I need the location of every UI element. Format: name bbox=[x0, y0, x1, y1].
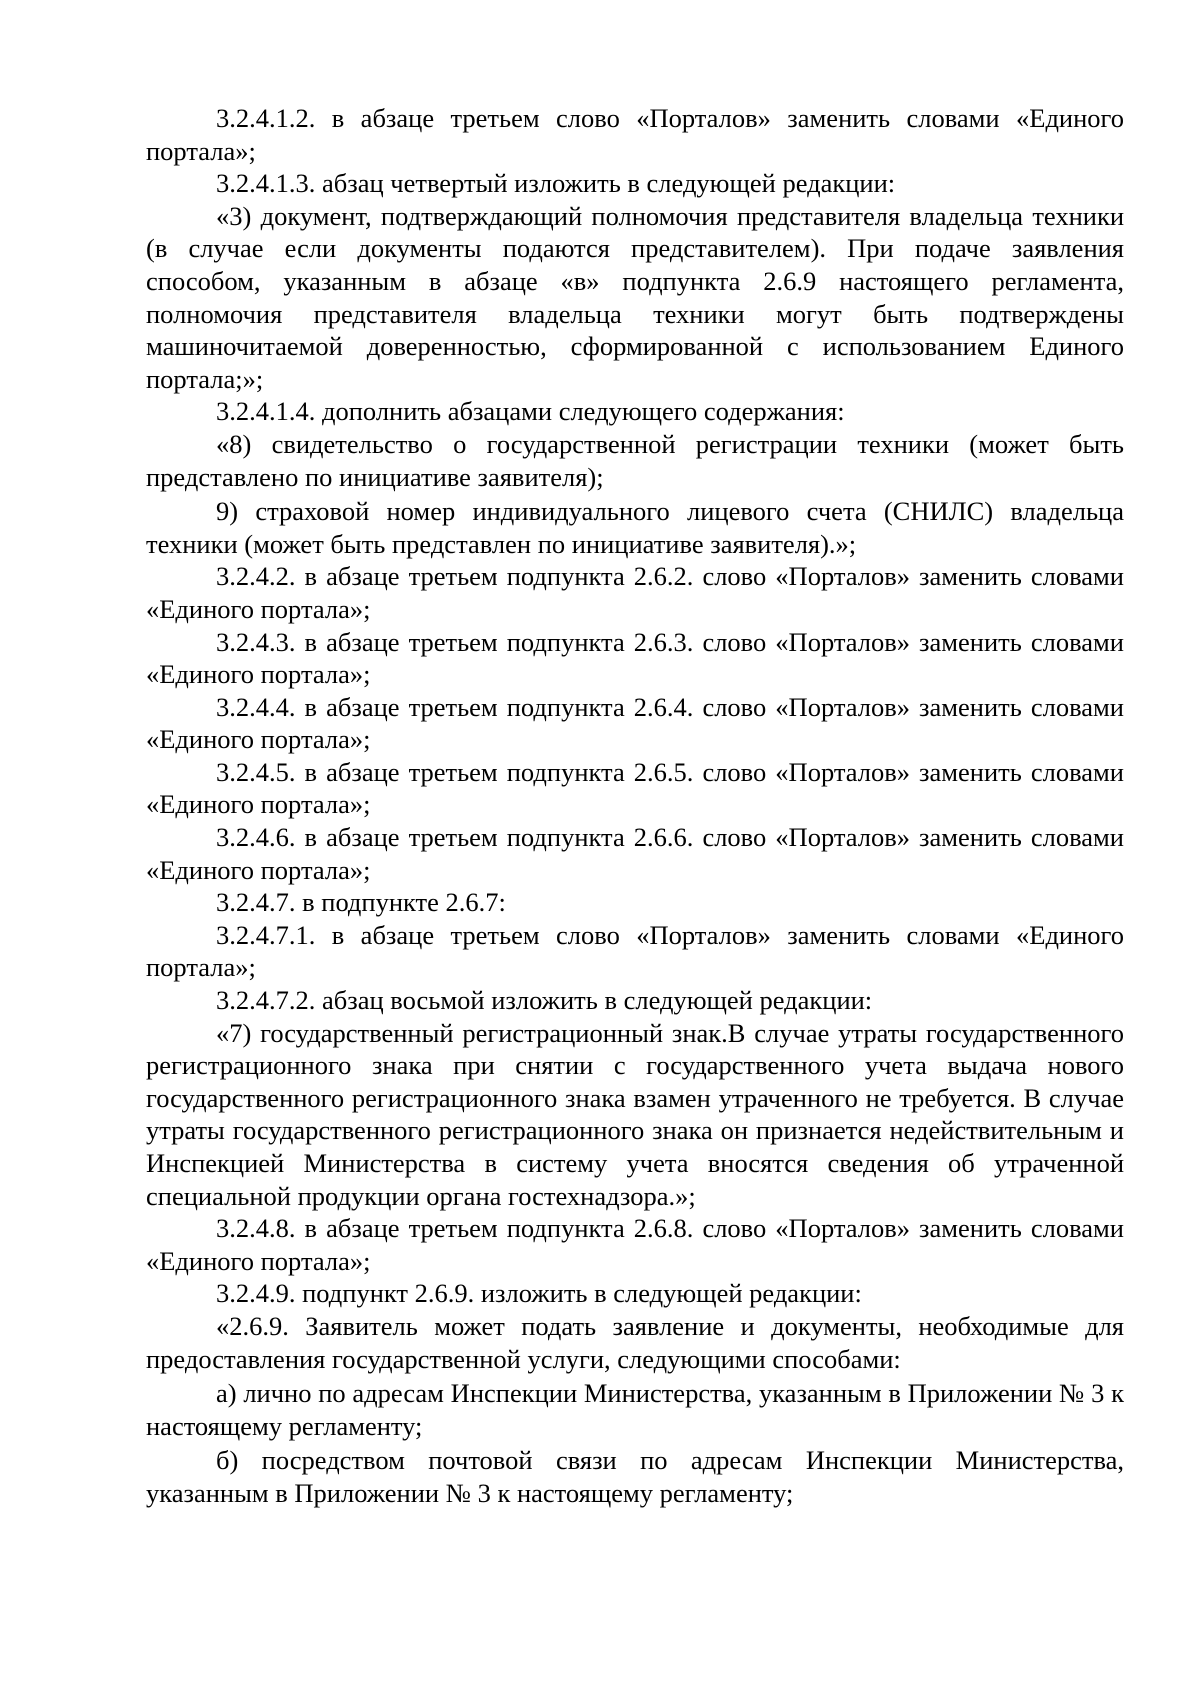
paragraph-3-2-4-6: 3.2.4.6. в абзаце третьем подпункта 2.6.6. слово «Порталов» заменить словами «Единого портала»; bbox=[146, 822, 1124, 885]
paragraph-3-2-4-4: 3.2.4.4. в абзаце третьем подпункта 2.6.4. слово «Порталов» заменить словами «Единого портала»; bbox=[146, 691, 1124, 755]
paragraph-3-2-4-1-4: 3.2.4.1.4. дополнить абзацами следующего содержания: bbox=[216, 396, 845, 427]
document-body bbox=[146, 102, 1124, 1510]
paragraph-item-7: «7) государственный регистрационный знак.В случае утраты государственного регистрационного знака при снятии с государственного учета выдача нового государственного регистрационного знака взамен утраченного не требуется. В случае утраты государственного регистрационного знака он признается недействительным и Инспекцией Министерства в систему учета вносятся сведения об утраченной специальной продукции органа гостехнадзора.»; bbox=[146, 1017, 1124, 1211]
paragraph-3-2-4-8: 3.2.4.8. в абзаце третьем подпункта 2.6.8. слово «Порталов» заменить словами «Единого портала»; bbox=[146, 1213, 1124, 1276]
paragraph-3-2-4-2: 3.2.4.2. в абзаце третьем подпункта 2.6.2. слово «Порталов» заменить словами «Единого портала»; bbox=[146, 561, 1124, 624]
paragraph-3-2-4-7-1: 3.2.4.7.1. в абзаце третьем слово «Порталов» заменить словами «Единого портала»; bbox=[146, 919, 1124, 983]
paragraph-3-2-4-1-2: 3.2.4.1.2. в абзаце третьем слово «Порталов» заменить словами «Единого портала»; bbox=[146, 103, 1124, 166]
paragraph-3-2-4-7: 3.2.4.7. в подпункте 2.6.7: bbox=[216, 887, 506, 918]
paragraph-3-2-4-1-3: 3.2.4.1.3. абзац четвертый изложить в следующей редакции: bbox=[216, 168, 896, 199]
paragraph-item-b: б) посредством почтовой связи по адресам Инспекции Министерства, указанным в Приложении № 3 к настоящему регламенту; bbox=[146, 1445, 1124, 1508]
paragraph-item-8: «8) свидетельство о государственной регистрации техники (может быть представлено по инициативе заявителя); bbox=[146, 428, 1124, 492]
paragraph-item-a: а) лично по адресам Инспекции Министерства, указанным в Приложении № 3 к настоящему регламенту; bbox=[146, 1378, 1124, 1441]
paragraph-item-9: 9) страховой номер индивидуального лицевого счета (СНИЛС) владельца техники (может быть представлен по инициативе заявителя).»; bbox=[146, 496, 1124, 559]
paragraph-2-6-9: «2.6.9. Заявитель может подать заявление и документы, необходимые для предоставления государственной услуги, следующими способами: bbox=[146, 1310, 1124, 1374]
paragraph-3-2-4-7-2: 3.2.4.7.2. абзац восьмой изложить в следующей редакции: bbox=[216, 985, 873, 1016]
paragraph-3-2-4-5: 3.2.4.5. в абзаце третьем подпункта 2.6.5. слово «Порталов» заменить словами «Единого портала»; bbox=[146, 756, 1124, 820]
paragraph-3-2-4-9: 3.2.4.9. подпункт 2.6.9. изложить в следующей редакции: bbox=[216, 1278, 862, 1309]
paragraph-3-2-4-3: 3.2.4.3. в абзаце третьем подпункта 2.6.3. слово «Порталов» заменить словами «Единого портала»; bbox=[146, 626, 1124, 690]
paragraph-item-3: «3) документ, подтверждающий полномочия представителя владельца техники (в случае если документы подаются представителем). При подаче заявления способом, указанным в абзаце «в» подпункта 2.6.9 настоящего регламента, полномочия представителя владельца техники могут быть подтверждены машиночитаемой доверенностью, сформированной с использованием Единого портала;»; bbox=[146, 200, 1124, 394]
